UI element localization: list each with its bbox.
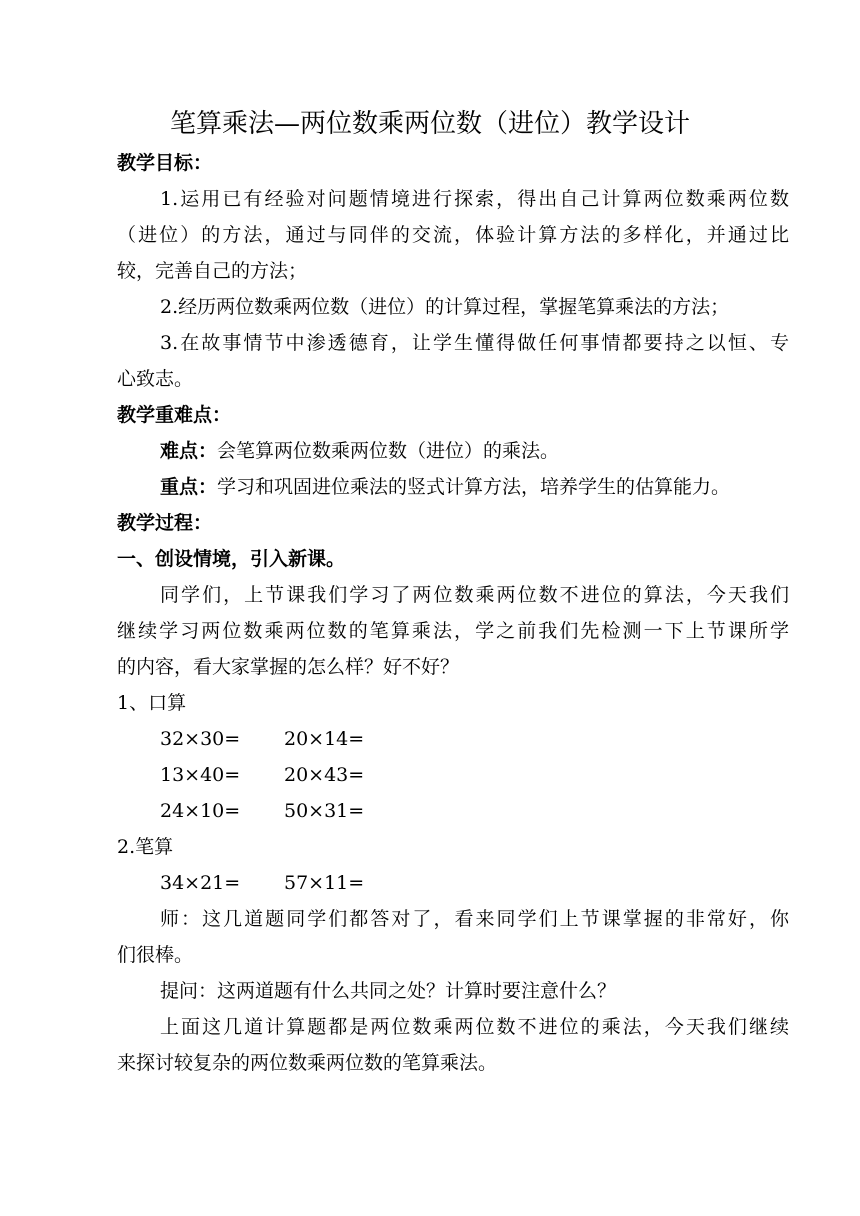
difficult-text: 会笔算两位数乘两位数（进位）的乘法。 xyxy=(217,440,560,462)
goal-3-line-1: 3.在故事情节中渗透德育，让学生懂得做任何事情都要持之以恒、专 xyxy=(160,332,789,354)
paragraph-2-line-1: 师：这几道题同学们都答对了，看来同学们上节课掌握的非常好，你 xyxy=(160,908,789,930)
difficult-label: 难点： xyxy=(160,440,218,462)
paragraph-1-line-2: 继续学习两位数乘两位数的笔算乘法，学之前我们先检测一下上节课所学 xyxy=(117,620,789,642)
paragraph-4-line-1: 上面这几道计算题都是两位数乘两位数不进位的乘法，今天我们继续 xyxy=(160,1016,789,1038)
difficult-point xyxy=(160,436,789,466)
oral-calc-item: 20×43= xyxy=(284,764,365,786)
goal-1-line-1: 1.运用已有经验对问题情境进行探索，得出自己计算两位数乘两位数 xyxy=(160,188,789,210)
key-point xyxy=(160,472,789,502)
paragraph-4-line-2: 来探讨较复杂的两位数乘两位数的笔算乘法。 xyxy=(117,1052,498,1074)
written-calc-heading: 2.笔算 xyxy=(117,836,174,858)
oral-calc-item: 32×30= xyxy=(160,728,241,750)
key-label: 重点： xyxy=(160,476,218,498)
oral-calc-item: 20×14= xyxy=(284,728,365,750)
goal-2: 2.经历两位数乘两位数（进位）的计算过程，掌握笔算乘法的方法； xyxy=(160,296,730,318)
goal-1-line-3: 较，完善自己的方法； xyxy=(117,260,308,282)
goal-3-line-2: 心致志。 xyxy=(117,368,194,390)
written-calc-item: 34×21= xyxy=(160,872,241,894)
paragraph-1-line-3: 的内容，看大家掌握的怎么样？好不好？ xyxy=(117,656,460,678)
process-heading: 教学过程： xyxy=(117,512,213,534)
oral-calc-item: 13×40= xyxy=(160,764,241,786)
written-calc-item: 57×11= xyxy=(284,872,365,894)
paragraph-2-line-2: 们很棒。 xyxy=(117,944,194,966)
keypoints-heading: 教学重难点： xyxy=(117,404,232,426)
oral-calc-item: 24×10= xyxy=(160,800,241,822)
oral-calc-item: 50×31= xyxy=(284,800,365,822)
section-1-heading: 一、创设情境，引入新课。 xyxy=(117,548,346,570)
oral-calc-heading: 1、口算 xyxy=(117,692,187,714)
goals-heading: 教学目标： xyxy=(117,152,213,174)
paragraph-3: 提问：这两道题有什么共同之处？计算时要注意什么？ xyxy=(160,980,617,1002)
paragraph-1-line-1: 同学们，上节课我们学习了两位数乘两位数不进位的算法，今天我们 xyxy=(160,584,789,606)
key-text: 学习和巩固进位乘法的竖式计算方法，培养学生的估算能力。 xyxy=(217,476,731,498)
goal-1-line-2: （进位）的方法，通过与同伴的交流，体验计算方法的多样化，并通过比 xyxy=(117,224,789,246)
document-title: 笔算乘法—两位数乘两位数（进位）教学设计 xyxy=(169,109,690,139)
